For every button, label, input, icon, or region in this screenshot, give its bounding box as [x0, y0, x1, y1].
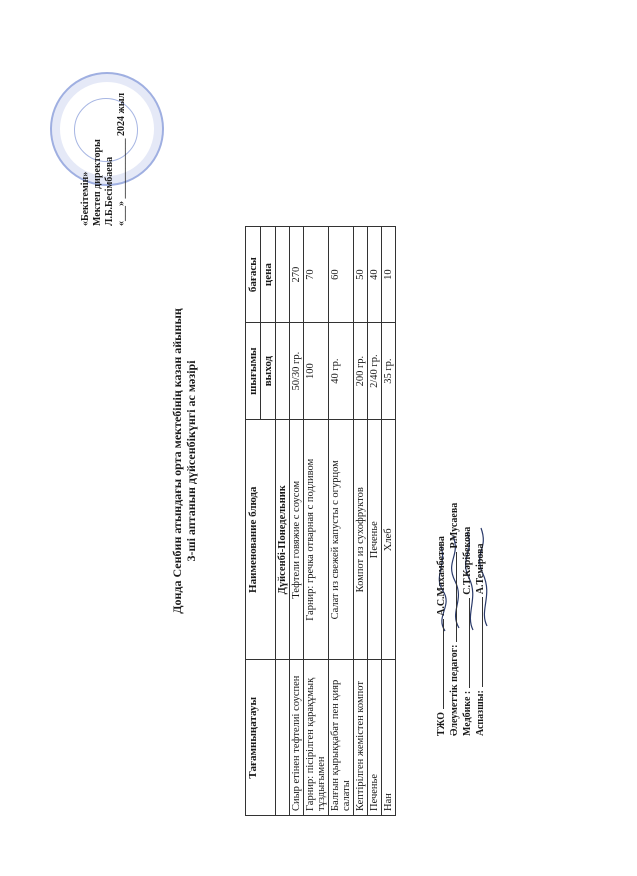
- dish-name-ru: Печенье: [368, 420, 382, 660]
- day-row: [276, 227, 290, 816]
- table-row: [368, 227, 382, 816]
- dish-price: 40: [368, 227, 382, 323]
- dish-output: 2/40 гр.: [368, 323, 382, 420]
- signature-line: [435, 416, 448, 736]
- day-label: Дүйсенбі-Понедельник: [276, 420, 290, 660]
- day-cell-empty: [276, 660, 290, 816]
- header-price-kz: бағасы: [246, 227, 261, 323]
- approval-date-line: «___» ____________ 2024 жыл: [116, 92, 127, 226]
- header-output-kz: шығымы: [246, 323, 261, 420]
- dish-name-kz: Сиыр етінен тефтелиі соуспен: [290, 660, 304, 816]
- dish-name-ru: Гарнир: гречка отварная с подливом: [304, 420, 329, 660]
- dish-name-kz: Гарнир: пісірілген қарақұмық тұздығымен: [304, 660, 329, 816]
- dish-name-kz: Кептірілген жемістен компот: [354, 660, 368, 816]
- dish-output: 35 гр.: [382, 323, 396, 420]
- table-row: [354, 227, 368, 816]
- dish-output: 40 гр.: [329, 323, 354, 420]
- signature-role: Әлеуметтік педагог:: [449, 644, 460, 736]
- dish-output: 100: [304, 323, 329, 420]
- table-row: [329, 227, 354, 816]
- header-output-ru: выход: [261, 323, 276, 420]
- approval-heading: «Бекітемін»: [80, 171, 91, 226]
- table-row: [304, 227, 329, 816]
- signature-role: ТЖО: [436, 711, 447, 736]
- dish-name-ru: Хлеб: [382, 420, 396, 660]
- signature-line: [474, 416, 487, 736]
- dish-name-kz: Печенье: [368, 660, 382, 816]
- header-dish-name-kz: Тағамныңатауы: [246, 660, 276, 816]
- menu-table: [245, 226, 396, 816]
- approval-director-name: Л.Б.Бесімбаева: [104, 156, 115, 226]
- signature-line: [461, 416, 474, 736]
- dish-name-kz: Балғын қырыққабат пен қияр салаты: [329, 660, 354, 816]
- signature-block: [435, 416, 487, 736]
- day-cell-empty: [276, 323, 290, 420]
- signature-name: Р.Мусаева: [449, 502, 460, 549]
- signature-name: С.Т.Кәрібекова: [462, 526, 473, 595]
- table-row: [290, 227, 304, 816]
- signature-name: А.Темірова: [475, 543, 486, 595]
- approval-block: [80, 66, 128, 226]
- dish-price: 10: [382, 227, 396, 323]
- header-dish-name-ru: Наименование блюда: [246, 420, 276, 660]
- dish-name-ru: Компот из сухофруктов: [354, 420, 368, 660]
- dish-price: 270: [290, 227, 304, 323]
- dish-name-kz: Нан: [382, 660, 396, 816]
- table-row: [382, 227, 396, 816]
- approval-director-title: Мектеп директоры: [92, 139, 103, 226]
- dish-output: 200 гр.: [354, 323, 368, 420]
- dish-output: 50/30 гр.: [290, 323, 304, 420]
- menu-title-line2: 3-ші аптанын дүйсенбікүнгі ас мәзірі: [184, 360, 198, 562]
- signature-name: А.С.Махамбетова: [436, 536, 447, 616]
- dish-price: 70: [304, 227, 329, 323]
- signature-line: [448, 416, 461, 736]
- header-row-kz: [246, 227, 261, 816]
- menu-title: [170, 46, 198, 876]
- day-cell-empty: [276, 227, 290, 323]
- header-price-ru: цена: [261, 227, 276, 323]
- menu-title-line1: Донда Сенбин атындағы орта мектебінің казан айының: [170, 308, 184, 614]
- dish-price: 50: [354, 227, 368, 323]
- rotated-document: [40, 46, 600, 876]
- dish-name-ru: Салат из свежей капусты с огурцом: [329, 420, 354, 660]
- signature-role: Медбике :: [462, 690, 473, 736]
- signature-role: Аспазшы:: [475, 690, 486, 736]
- dish-name-ru: Тефтели говяжие с соусом: [290, 420, 304, 660]
- dish-price: 60: [329, 227, 354, 323]
